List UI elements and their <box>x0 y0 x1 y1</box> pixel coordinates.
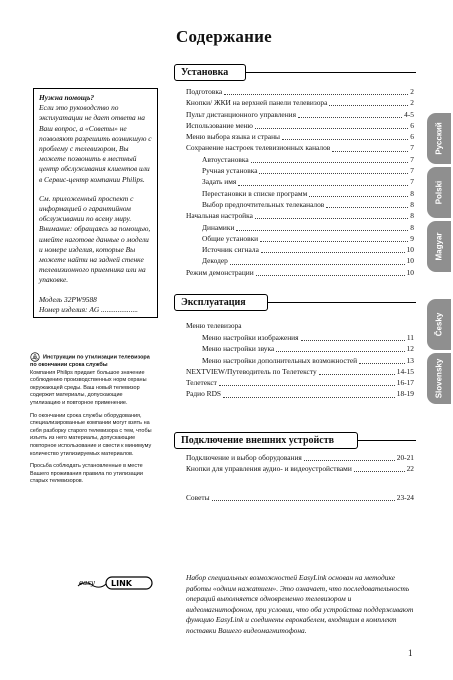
toc-entry <box>186 176 414 187</box>
recycling-block <box>30 352 154 491</box>
easylink-logo <box>76 574 156 592</box>
easylink-note: Набор специальных возможностей EasyLink основан на методике работы «одним нажатием». Это означает, что последовательность операций выполняется одновременно телевизором и видеомагнитофоном, при условии, что оба устройства поддерживают функцию EasyLink и соединены еврокабелем, входящим в комплект поставки Вашего видеомагнитофона. <box>186 573 414 635</box>
toc-setup-list <box>186 86 414 278</box>
help-model: Модель 32PW9588 <box>39 294 97 304</box>
toc-leader-dots <box>359 357 404 364</box>
toc-entry-label: Подключение и выбор оборудования <box>186 453 302 462</box>
toc-entry-page: 7 <box>410 154 414 164</box>
toc-leader-dots <box>255 122 408 129</box>
toc-entry-label: Подготовка <box>186 87 223 96</box>
toc-entry-label: Декодер <box>202 256 228 266</box>
toc-entry <box>186 120 414 131</box>
toc-entry-page: 8 <box>410 211 414 221</box>
toc-entry <box>186 233 414 244</box>
toc-leader-dots <box>309 190 408 197</box>
toc-entry <box>186 154 414 165</box>
toc-leader-dots <box>301 334 405 341</box>
section-connections-title: Подключение внешних устройств <box>174 432 358 449</box>
toc-entry-label: Динамики <box>202 222 235 232</box>
toc-entry-page: 16-17 <box>396 378 414 388</box>
toc-entry-label: Кнопки/ ЖКИ на верхней панели телевизора <box>186 98 328 108</box>
toc-leader-dots <box>276 345 404 352</box>
toc-entry <box>186 244 414 255</box>
toc-leader-dots <box>282 133 408 140</box>
page-title: Содержание <box>176 27 272 46</box>
toc-entry-page: 20-21 <box>396 453 414 462</box>
toc-entry-label: Режим демонстрации <box>186 267 254 277</box>
toc-entry-label: Меню выбора языка и страны <box>186 132 281 142</box>
toc-leader-dots <box>298 111 402 118</box>
toc-leader-dots <box>238 179 408 186</box>
help-product-number: Номер изделия: AG .................... <box>39 304 139 314</box>
toc-entry-label: Меню настройки изображения <box>202 333 299 342</box>
toc-entry <box>186 97 414 108</box>
toc-entry-page: 23-24 <box>396 493 414 502</box>
toc-operation-heading <box>186 320 414 331</box>
toc-entry-page: 10 <box>406 245 414 255</box>
recycling-paragraph-2: По окончании срока службы оборудования, специализированные компании могут взять на себя разборку старого телевизора с тем, чтобы изъять из него материалы, допускающие повторное использование и свести к минимуму количество утилизируемых материалов. <box>30 412 152 457</box>
toc-entry <box>186 199 414 210</box>
language-tab-polish[interactable]: Polski <box>427 167 451 218</box>
toc-entry-page: 22 <box>406 464 414 474</box>
toc-leader-dots <box>260 235 408 242</box>
section-setup-title: Установка <box>174 64 246 81</box>
help-title: Нужна помощь? <box>39 93 95 102</box>
toc-entry-label: Телетекст <box>186 378 217 388</box>
toc-leader-dots <box>332 145 408 152</box>
language-tab-slovak[interactable]: Slovensky <box>427 353 451 404</box>
toc-entry <box>186 452 414 463</box>
toc-entry-page: 2 <box>410 98 414 108</box>
toc-entry-label: Использование меню <box>186 120 253 130</box>
toc-entry <box>186 377 414 388</box>
toc-entry-label: Перестановки в списке программ <box>202 188 308 198</box>
toc-leader-dots <box>256 269 405 276</box>
toc-entry <box>186 165 414 176</box>
toc-entry-label: Меню настройки звука <box>202 344 275 354</box>
toc-leader-dots <box>230 258 405 265</box>
toc-entry-page: 4-5 <box>404 109 414 119</box>
toc-tips <box>186 492 414 503</box>
operation-heading: Меню телевизора <box>186 321 242 330</box>
toc-connections-list <box>186 452 414 475</box>
toc-entry-label: Общие установки <box>202 233 259 243</box>
toc-entry <box>186 343 414 354</box>
toc-entry-label: Меню настройки дополнительных возможностей <box>202 355 358 365</box>
toc-entry-page: 9 <box>410 233 414 243</box>
language-tab-hungarian[interactable]: Magyar <box>427 221 451 272</box>
toc-entry-label: Источник сигнала <box>202 245 259 255</box>
toc-entry-page: 10 <box>406 256 414 266</box>
toc-entry <box>186 142 414 153</box>
toc-entry-page: 2 <box>410 87 414 96</box>
toc-entry-page: 12 <box>406 344 414 354</box>
toc-entry-label: Пульт дистанционного управления <box>186 109 297 119</box>
svg-text:easy: easy <box>79 579 95 587</box>
toc-entry-page: 13 <box>406 355 414 365</box>
toc-entry <box>186 463 414 474</box>
toc-entry-page: 7 <box>410 177 414 187</box>
toc-leader-dots <box>224 88 408 95</box>
recycling-paragraph-1: Компания Philips придает большое значение соблюдению производственных норм охраны окружающей среды. Ваш новый телевизор содержит материалы, допускающие утилизацию и повторное применение. <box>30 369 147 407</box>
toc-entry-label: Задать имя <box>202 177 237 187</box>
toc-leader-dots <box>219 379 395 386</box>
toc-leader-dots <box>329 99 408 106</box>
toc-entry-page: 8 <box>410 199 414 209</box>
toc-entry-page: 14-15 <box>396 366 414 376</box>
toc-entry <box>186 366 414 377</box>
toc-entry-page: 7 <box>410 166 414 176</box>
help-paragraph-1: Если это руководство по эксплуатации не дает ответа на Ваш вопрос, а «Советы» не позволяют разрешить возникшую с проблему с телевизором, Вы можете позвонить в местный центр обслуживания клиентов или в Сервис-центр компании Philips. <box>39 103 152 184</box>
toc-leader-dots <box>261 246 405 253</box>
toc-leader-dots <box>223 391 395 398</box>
toc-leader-dots <box>251 156 409 163</box>
toc-entry-label: NEXTVIEW/Путеводитель по Телетексту <box>186 366 317 376</box>
toc-entry-page: 8 <box>410 222 414 232</box>
recycling-title: Инструкции по утилизации телевизора по окончании срока службы <box>30 354 150 369</box>
toc-operation-list <box>186 332 414 400</box>
recycle-icon <box>30 352 40 362</box>
section-operation-title: Эксплуатация <box>174 294 268 311</box>
toc-entry <box>186 86 414 97</box>
toc-entry <box>186 255 414 266</box>
toc-entry-label: Автоустановка <box>202 154 249 164</box>
toc-leader-dots <box>304 454 395 461</box>
toc-entry-tips <box>186 492 414 503</box>
language-tab-czech[interactable]: Česky <box>427 299 451 350</box>
page-number: 1 <box>408 648 413 658</box>
toc-entry-page: 6 <box>410 132 414 142</box>
toc-entry-label: Начальная настройка <box>186 211 253 221</box>
toc-entry-label: Выбор предпочтительных телеканалов <box>202 199 325 209</box>
svg-text:LINK: LINK <box>111 579 132 588</box>
toc-entry-label: Сохранение настроек телевизионных каналов <box>186 143 331 153</box>
toc-entry-label: Ручная установка <box>202 166 258 176</box>
toc-entry-page: 10 <box>406 267 414 277</box>
help-box <box>33 88 158 318</box>
toc-entry <box>186 355 414 366</box>
toc-entry-page: 7 <box>410 143 414 153</box>
toc-entry-label: Радио RDS <box>186 389 222 399</box>
toc-entry <box>186 109 414 120</box>
toc-entry-page: 6 <box>410 120 414 130</box>
toc-entry <box>186 388 414 399</box>
toc-entry <box>186 332 414 343</box>
section-setup-rule <box>246 72 416 73</box>
toc-entry <box>186 188 414 199</box>
toc-entry-page: 11 <box>406 333 414 342</box>
language-tab-russian[interactable]: Русский <box>427 113 451 164</box>
toc-leader-dots <box>212 494 395 501</box>
toc-leader-dots <box>236 224 408 231</box>
toc-entry-page: 8 <box>410 188 414 198</box>
toc-leader-dots <box>326 201 408 208</box>
toc-entry-label: Советы <box>186 493 210 502</box>
toc-leader-dots <box>354 465 405 472</box>
toc-entry <box>186 131 414 142</box>
toc-entry <box>186 267 414 278</box>
toc-leader-dots <box>255 212 408 219</box>
recycling-paragraph-3: Просьба соблюдать установленные в месте Вашего проживания правила по утилизации старых телевизоров. <box>30 463 143 485</box>
toc-entry-label: Кнопки для управления аудио- и видеоустройствами <box>186 464 352 474</box>
toc-leader-dots <box>259 167 408 174</box>
help-paragraph-2: См. приложенный проспект с информацией о гарантийном обслуживании по всему миру. Внимание: обращаясь за помощью, имейте наготове данные о модели и номере изделия, которые Вы можете найти на задней стенке телевизионного приемника или на упаковке. <box>39 193 151 285</box>
toc-entry <box>186 210 414 221</box>
section-operation-rule <box>268 302 416 303</box>
toc-leader-dots <box>319 368 395 375</box>
toc-entry <box>186 222 414 233</box>
section-connections-rule <box>358 440 416 441</box>
toc-entry-page: 18-19 <box>396 389 414 399</box>
